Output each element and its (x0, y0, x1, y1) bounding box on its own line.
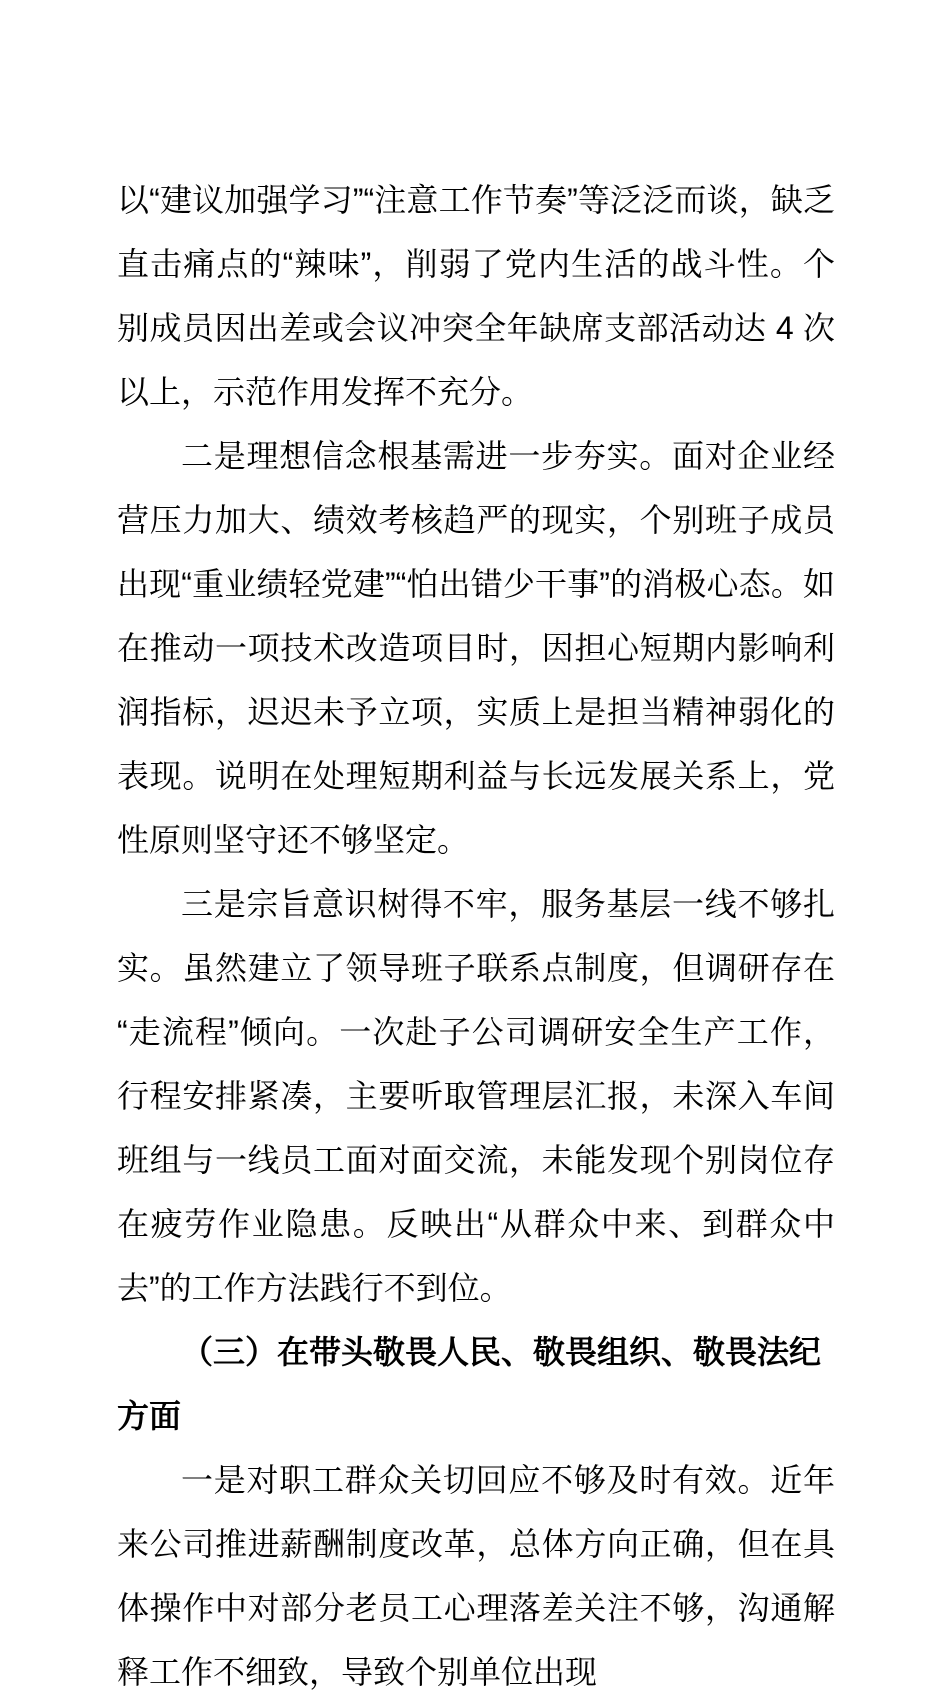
paragraph-item-three: 三是宗旨意识树得不牢，服务基层一线不够扎实。虽然建立了领导班子联系点制度，但调研存在“走流程”倾向。一次赴子公司调研安全生产工作，行程安排紧凑，主要听取管理层汇报，未深入车间班组与一线员工面对面交流，未能发现个别岗位存在疲劳作业隐患。反映出“从群众中来、到群众中去”的工作方法践行不到位。 (117, 886, 835, 1306)
section-heading-three: （三）在带头敬畏人民、敬畏组织、敬畏法纪方面 (117, 1334, 822, 1434)
document-text-column (117, 168, 835, 1704)
paragraph-item-two: 二是理想信念根基需进一步夯实。面对企业经营压力加大、绩效考核趋严的现实，个别班子成员出现“重业绩轻党建”“怕出错少干事”的消极心态。如在推动一项技术改造项目时，因担心短期内影响利润指标，迟迟未予立项，实质上是担当精神弱化的表现。说明在处理短期利益与长远发展关系上，党性原则坚守还不够坚定。 (117, 438, 835, 858)
paragraph-continuation: 以“建议加强学习”“注意工作节奏”等泛泛而谈，缺乏直击痛点的“辣味”，削弱了党内生活的战斗性。个别成员因出差或会议冲突全年缺席支部活动达 4 次以上，示范作用发挥不充分。 (117, 182, 835, 410)
paragraph-section-three-item-one: 一是对职工群众关切回应不够及时有效。近年来公司推进薪酬制度改革，总体方向正确，但在具体操作中对部分老员工心理落差关注不够，沟通解释工作不细致，导致个别单位出现 (117, 1462, 835, 1690)
